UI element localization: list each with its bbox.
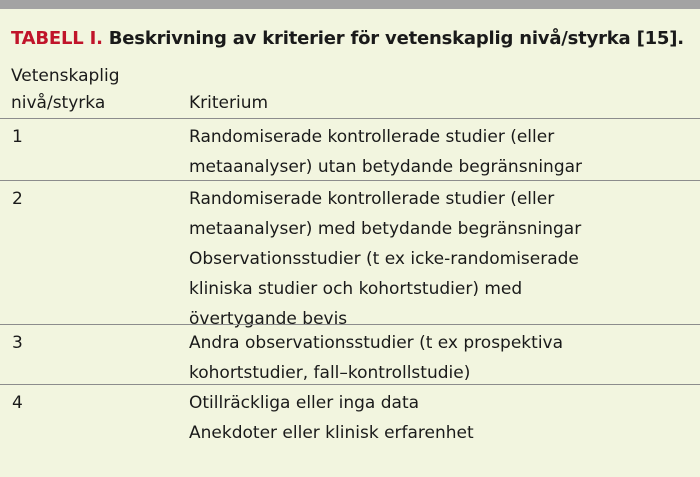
table-title: [11, 28, 684, 49]
row-criteria: [189, 328, 694, 388]
row-level: 1: [12, 127, 23, 147]
table-caption: [0, 9, 700, 57]
table-header: [0, 57, 700, 118]
criterion-line: kohortstudier, fall–kontrollstudie): [189, 363, 471, 383]
table-row: [0, 118, 700, 180]
table-label: TABELL I.: [11, 28, 103, 49]
criterion-line: Andra observationsstudier (t ex prospektiva: [189, 333, 564, 353]
row-criteria: [189, 122, 694, 182]
table-title-text: Beskrivning av kriterier för vetenskaplig nivå/styrka [15].: [108, 28, 684, 49]
criterion-line: Anekdoter eller klinisk erfarenhet: [189, 423, 474, 443]
row-level: 2: [12, 189, 23, 209]
table-row: [0, 384, 700, 475]
row-criteria: [189, 388, 694, 448]
header-level-line1: Vetenskaplig: [11, 66, 120, 86]
criterion-line: Otillräckliga eller inga data: [189, 393, 420, 413]
row-level: 4: [12, 393, 23, 413]
table-row: [0, 324, 700, 384]
header-level: [11, 63, 171, 117]
row-criteria: [189, 184, 694, 334]
header-criterion: Kriterium: [189, 93, 269, 113]
table-row: [0, 180, 700, 329]
criterion-line: Randomiserade kontrollerade studier (eller: [189, 127, 555, 147]
criterion-line: metaanalyser) med betydande begränsningar: [189, 219, 582, 239]
top-bar: [0, 0, 700, 9]
header-level-line2: nivå/styrka: [11, 93, 106, 113]
criterion-line: metaanalyser) utan betydande begränsningar: [189, 157, 583, 177]
criterion-line: övertygande bevis: [189, 309, 348, 329]
row-level: 3: [12, 333, 23, 353]
criterion-line: kliniska studier och kohortstudier) med: [189, 279, 523, 299]
criterion-line: Observationsstudier (t ex icke-randomiserade: [189, 249, 579, 269]
criterion-line: Randomiserade kontrollerade studier (eller: [189, 189, 555, 209]
